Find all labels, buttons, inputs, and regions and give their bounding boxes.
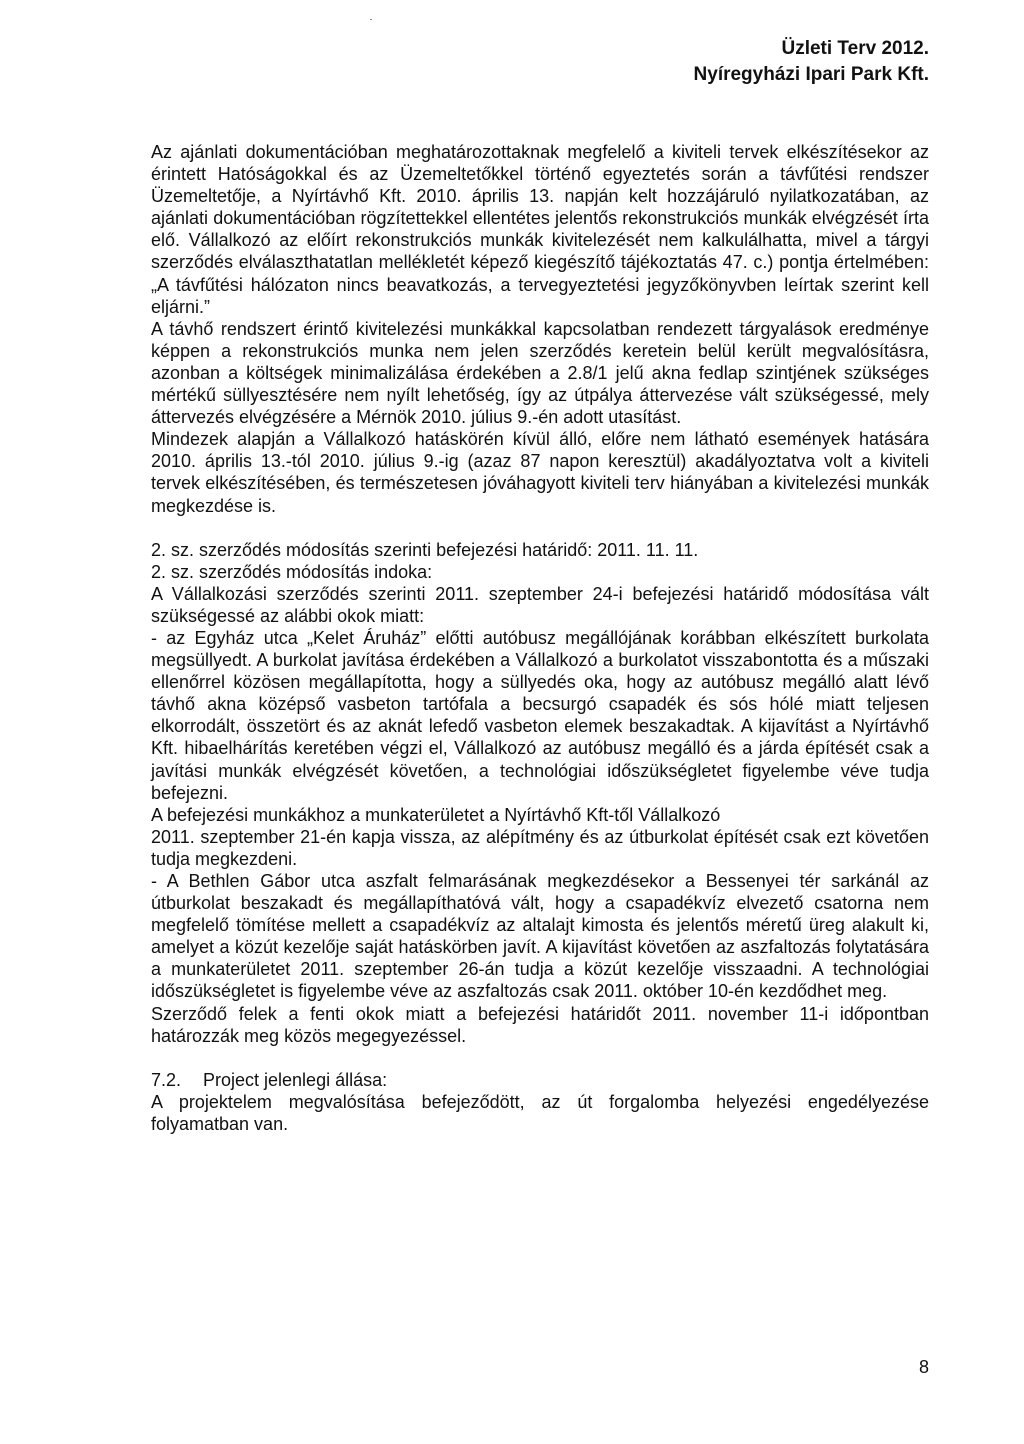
scan-speck bbox=[370, 19, 372, 20]
paragraph-handover-cont: 2011. szeptember 21-én kapja vissza, az alépítmény és az útburkolat építését csak ezt követően tudja megkezdeni. bbox=[151, 826, 929, 869]
section-number: 7.2. bbox=[151, 1069, 182, 1090]
header-title: Üzleti Terv 2012. bbox=[781, 38, 929, 59]
page-header bbox=[694, 36, 929, 88]
section-heading bbox=[151, 1069, 929, 1091]
paragraph-deadline: 2. sz. szerződés módosítás szerinti befejezési határidő: 2011. 11. 11. bbox=[151, 539, 699, 560]
spacer bbox=[151, 1047, 929, 1069]
paragraph-reason-intro: A Vállalkozási szerződés szerinti 2011. szeptember 24-i befejezési határidő módosítása vált szükségessé az alábbi okok miatt: bbox=[151, 583, 929, 626]
paragraph-3: Mindezek alapján a Vállalkozó hatáskörén kívül álló, előre nem látható események hatására 2010. április 13.-tól 2010. július 9.-ig (azaz 87 napon keresztül) akadályoztatva volt a kiviteli tervek elkészítésében, és természetesen jóváhagyott kiviteli terv hiányában a kivitelezési munkák megkezdése is. bbox=[151, 429, 929, 516]
paragraph-handover: A befejezési munkákhoz a munkaterületet a Nyírtávhő Kft-től Vállalkozó bbox=[151, 804, 721, 825]
document-body bbox=[151, 141, 929, 1135]
header-company: Nyíregyházi Ipari Park Kft. bbox=[693, 64, 929, 85]
spacer bbox=[151, 517, 929, 539]
paragraph-2: A távhő rendszert érintő kivitelezési munkákkal kapcsolatban rendezett tárgyalások eredménye képpen a rekonstrukciós munka nem jelen szerződés keretein belül került megvalósításra, azonban a költségek minimalizálása érdekében a 2.8/1 jelű akna fedlap szintjének szükséges mértékű süllyesztésére nem nyílt lehetőség, így az útpálya áttervezése vált szükségessé, mely áttervezés elvégzésére a Mérnök 2010. július 9.-én adott utasítást. bbox=[151, 318, 929, 428]
paragraph-reason-heading: 2. sz. szerződés módosítás indoka: bbox=[151, 561, 433, 582]
paragraph-agreement: Szerződő felek a fenti okok miatt a befejezési határidőt 2011. november 11-i időpontban határozzák meg közös megegyezéssel. bbox=[151, 1003, 929, 1046]
paragraph-1: Az ajánlati dokumentációban meghatározottaknak megfelelő a kiviteli tervek elkészítésekor az érintett Hatóságokkal és az Üzemeltetőkkel történő egyeztetés során a távfűtési rendszer Üzemeltetője, a Nyírtávhő Kft. 2010. április 13. napján kelt hozzájáruló nyilatkozatában, az ajánlati dokumentációban rögzítettekkel ellentétes jelentős rekonstrukciós munkák elvégzését írta elő. Vállalkozó az előírt rekonstrukciós munkák kivitelezését nem kalkulálhatta, mivel a tárgyi szerződés elválaszthatatlan mellékletét képező kiegészítő tájékoztatás 47. c.) pontja értelmében: „A távfűtési hálózaton nincs beavatkozás, a tervegyeztetési jegyzőkönyvben leírtak szerint kell eljárni.” bbox=[151, 142, 929, 317]
page-number: 8 bbox=[918, 1357, 929, 1377]
paragraph-status: A projektelem megvalósítása befejeződött, az út forgalomba helyezési engedélyezése folyamatban van. bbox=[151, 1091, 929, 1134]
paragraph-reason-1: - az Egyház utca „Kelet Áruház” előtti autóbusz megállójának korábban elkészített burkolata megsüllyedt. A burkolat javítása érdekében a Vállalkozó a burkolatot visszabontotta és a műszaki ellenőrrel közösen megállapította, hogy a süllyedés oka, hogy az autóbusz megálló alatt lévő távhő akna középső vasbeton tartófala a becsurgó csapadék és sós hólé miatt teljesen elkorrodált, összetört és az aknát lefedő vasbeton elemek beszakadtak. A kijavítást a Nyírtávhő Kft. hibaelhárítás keretében végzi el, Vállalkozó az autóbusz megálló és a járda építését csak a javítási munkák elvégzését követően, a technológiai időszükségletet figyelembe véve tudja befejezni. bbox=[151, 627, 929, 803]
section-title: Project jelenlegi állása: bbox=[203, 1069, 388, 1090]
paragraph-reason-2: - A Bethlen Gábor utca aszfalt felmarásának megkezdésekor a Bessenyei tér sarkánál az útburkolat beszakadt és megállapíthatóvá vált, hogy a csapadékvíz elvezető csatorna nem megfelelő tömítése mellett a csapadékvíz az altalajt kimosta és jelentős méretű üreg alakult ki, amelyet a közút kezelője saját hatáskörben javít. A kijavítást követően az aszfaltozás folytatására a munkaterületet 2011. szeptember 26-án tudja a közút kezelője visszaadni. A technológiai időszükségletet is figyelembe véve az aszfaltozás csak 2011. október 10-én kezdődhet meg. bbox=[151, 871, 929, 1002]
